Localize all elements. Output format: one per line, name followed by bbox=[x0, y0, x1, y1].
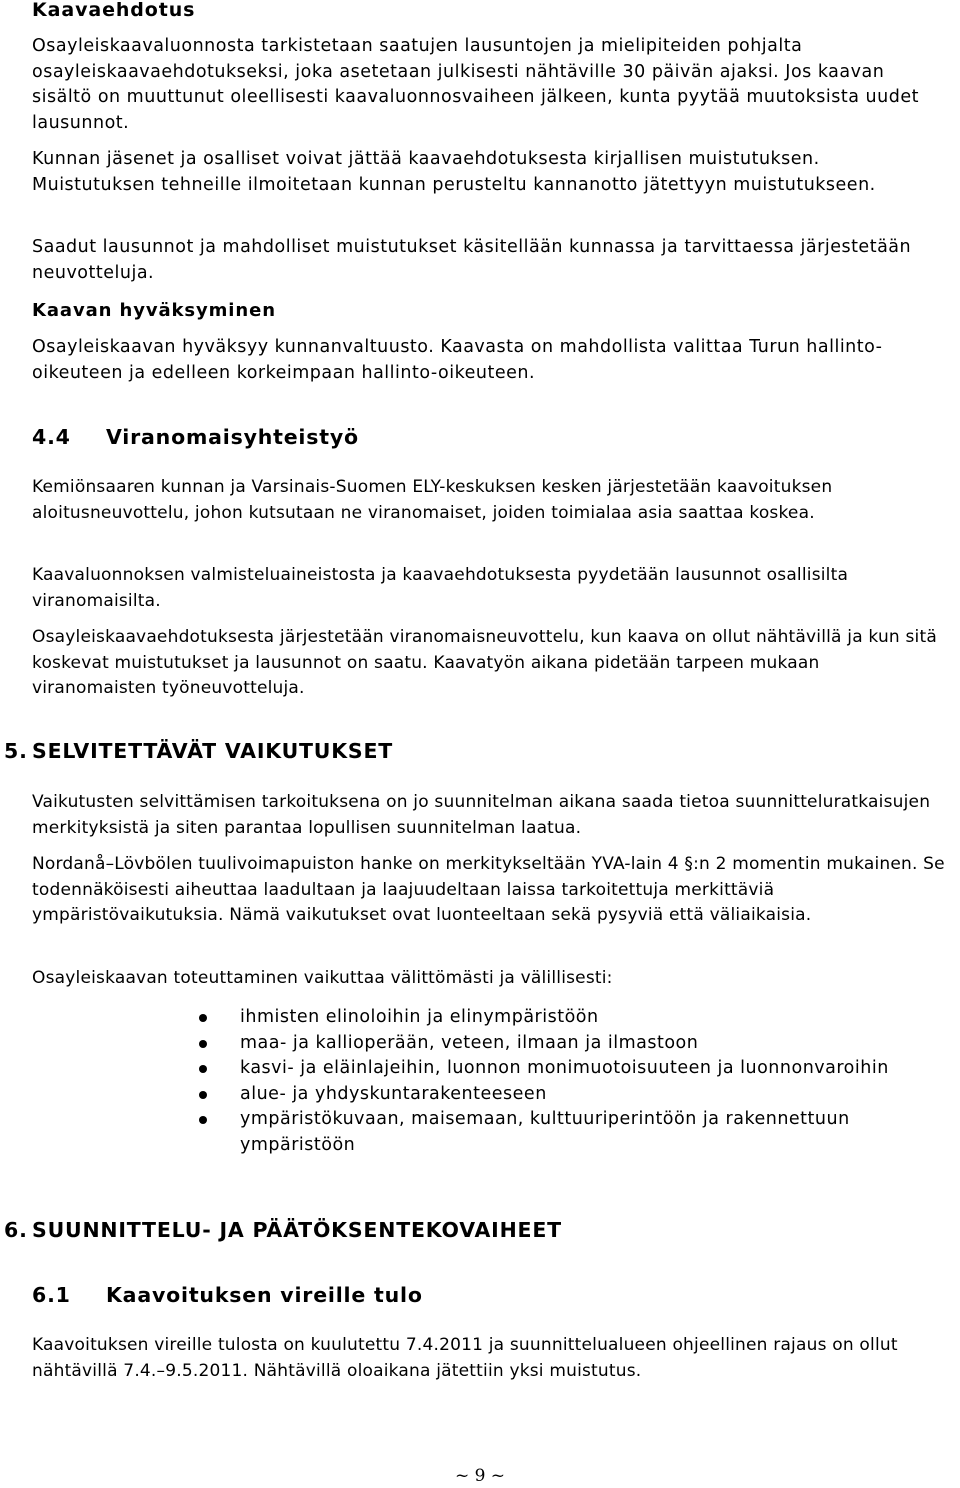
paragraph-4-4-3: Osayleiskaavaehdotuksesta järjestetään viranomaisneuvottelu, kun kaava on ollut nähtävillä ja kun sitä koskevat muistutukset ja lausunnot on saatu. Kaavatyön aikana pidetään tarpeen mukaan viranomaisten työneuvotteluja. bbox=[32, 627, 937, 698]
bullet-icon bbox=[199, 1065, 207, 1073]
section-heading-6 bbox=[4, 1217, 909, 1243]
section-title: SUUNNITTELU- JA PÄÄTÖKSENTEKOVAIHEET bbox=[32, 1218, 562, 1242]
list-item: maa- ja kallioperään, veteen, ilmaan ja ilmastoon bbox=[185, 1031, 915, 1057]
list-item: kasvi- ja eläinlajeihin, luonnon monimuotoisuuteen ja luonnonvaroihin bbox=[185, 1056, 915, 1082]
section-heading-6-1 bbox=[32, 1282, 937, 1308]
paragraph-kaavaehdotus-1: Osayleiskaavaluonnosta tarkistetaan saatujen lausuntojen ja mielipiteiden pohjalta osayleiskaavaehdotukseksi, joka asetetaan julkisesti nähtäville 30 päivän ajaksi. Jos kaavan sisältö on muuttunut oleellisesti kaavaluonnosvaiheen jälkeen, kunta pyytää muutoksista uudet lausunnot. bbox=[32, 36, 919, 133]
section-title: Kaavoituksen vireille tulo bbox=[106, 1283, 423, 1307]
paragraph-4-4-1: Kemiönsaaren kunnan ja Varsinais-Suomen ELY-keskuksen kesken järjestetään kaavoituksen aloitusneuvottelu, johon kutsutaan ne viranomaiset, joiden toimialaa asia saattaa koskea. bbox=[32, 477, 833, 523]
section-heading-4-4 bbox=[32, 424, 937, 450]
paragraph-5-1: Vaikutusten selvittämisen tarkoituksena on jo suunnitelman aikana saada tietoa suunnitteluratkaisujen merkityksistä ja siten parantaa lopullisen suunnitelman laatua. bbox=[32, 792, 931, 838]
page-number: ~ 9 ~ bbox=[454, 1466, 506, 1486]
paragraph-kaavaehdotus-3: Saadut lausunnot ja mahdolliset muistutukset käsitellään kunnassa ja tarvittaessa järjestetään neuvotteluja. bbox=[32, 237, 912, 283]
paragraph-6-1: Kaavoituksen vireille tulosta on kuulutettu 7.4.2011 ja suunnittelualueen ohjeellinen rajaus on ollut nähtävillä 7.4.–9.5.2011. Nähtävillä oloaikana jätettiin yksi muistutus. bbox=[32, 1335, 898, 1381]
paragraph-5-3: Osayleiskaavan toteuttaminen vaikuttaa välittömästi ja välillisesti: bbox=[32, 968, 613, 988]
list-item: alue- ja yhdyskuntarakenteeseen bbox=[185, 1082, 915, 1108]
section-number: 5. bbox=[4, 739, 28, 763]
section-number: 6.1 bbox=[32, 1283, 71, 1307]
paragraph-5-2: Nordanå–Lövbölen tuulivoimapuiston hanke on merkitykseltään YVA-lain 4 §:n 2 momentin mukainen. Se todennäköisesti aiheuttaa laadultaan ja laajuudeltaan laissa tarkoitettuja merkittäviä ympäristövaikutuksia. Nämä vaikutukset ovat luonteeltaan sekä pysyviä että väliaikaisia. bbox=[32, 854, 945, 925]
heading-kaavan-hyvaksyminen: Kaavan hyväksyminen bbox=[32, 300, 276, 321]
list-item: ihmisten elinoloihin ja elinympäristöön bbox=[185, 1005, 915, 1031]
paragraph-kaavaehdotus-2: Kunnan jäsenet ja osalliset voivat jättää kaavaehdotuksesta kirjallisen muistutuksen. Muistutuksen tehneille ilmoitetaan kunnan perusteltu kannanotto jätettyyn muistutukseen. bbox=[32, 149, 876, 195]
section-number: 4.4 bbox=[32, 425, 71, 449]
section-number: 6. bbox=[4, 1218, 28, 1242]
impact-list bbox=[185, 1005, 915, 1158]
section-title: Viranomaisyhteistyö bbox=[106, 425, 359, 449]
section-heading-5 bbox=[4, 738, 909, 764]
section-title: SELVITETTÄVÄT VAIKUTUKSET bbox=[32, 739, 394, 763]
heading-kaavaehdotus: Kaavaehdotus bbox=[32, 0, 196, 21]
bullet-icon bbox=[199, 1116, 207, 1124]
bullet-icon bbox=[199, 1040, 207, 1048]
bullet-icon bbox=[199, 1091, 207, 1099]
paragraph-hyvaksyminen: Osayleiskaavan hyväksyy kunnanvaltuusto. Kaavasta on mahdollista valittaa Turun hallinto-oikeuteen ja edelleen korkeimpaan hallinto-oikeuteen. bbox=[32, 337, 883, 383]
list-item: ympäristökuvaan, maisemaan, kulttuuriperintöön ja rakennettuun ympäristöön bbox=[185, 1107, 915, 1158]
paragraph-4-4-2: Kaavaluonnoksen valmisteluaineistosta ja kaavaehdotuksesta pyydetään lausunnot osallisilta viranomaisilta. bbox=[32, 565, 849, 611]
bullet-icon bbox=[199, 1014, 207, 1022]
